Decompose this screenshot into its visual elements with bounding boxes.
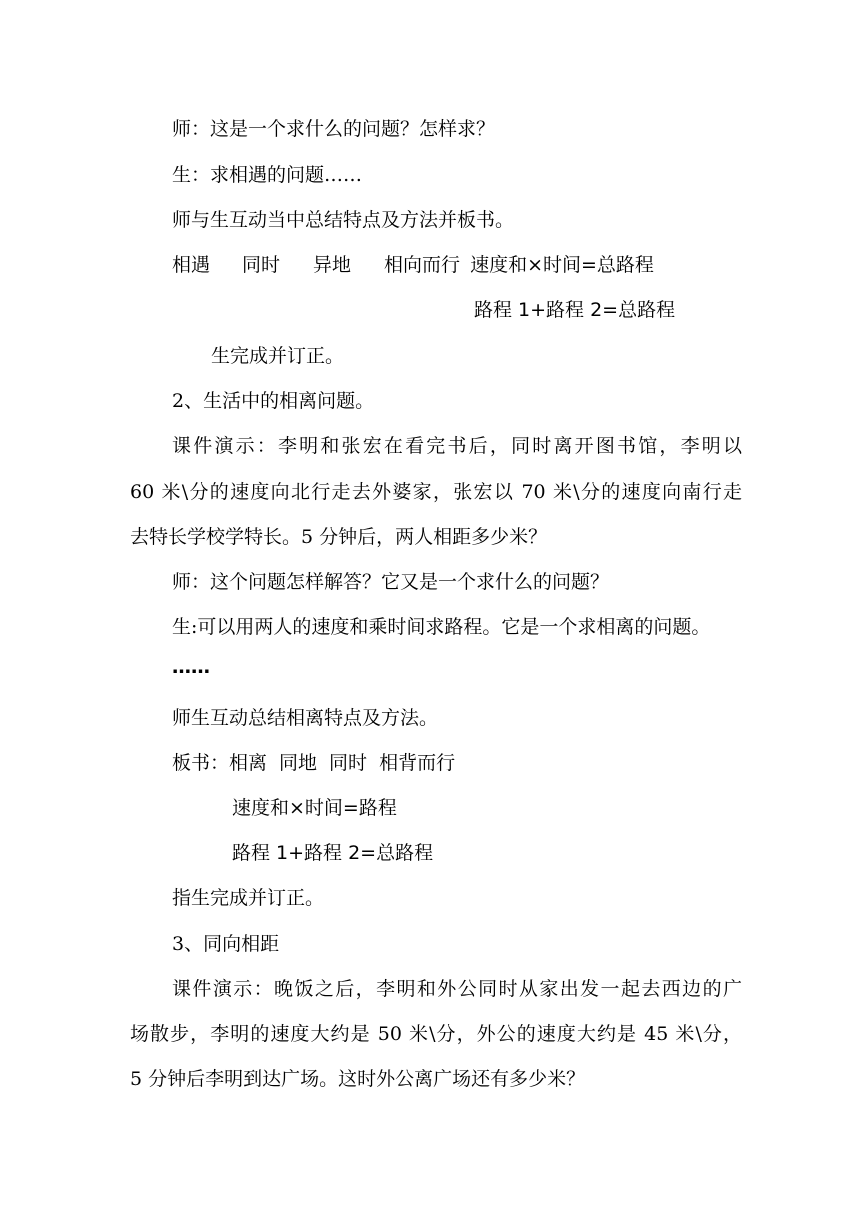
student-answer-2: 生:可以用两人的速度和乘时间求路程。它是一个求相离的问题。 <box>172 616 711 638</box>
board-formula-2: 路程 1+路程 2=总路程 <box>232 842 434 864</box>
term-same-place: 同地 <box>279 752 318 774</box>
formula-distance-sum: 路程 1+路程 2=总路程 <box>474 299 676 321</box>
ellipsis-line: …… <box>172 656 210 678</box>
para3-line-1: 课件演示：晚饭之后，李明和外公同时从家出发一起去西边的广 <box>172 978 742 1000</box>
complete-correct-line: 生完成并订正。 <box>211 345 345 367</box>
para3-line-2: 场散步，李明的速度大约是 50 米\分，外公的速度大约是 45 米\分， <box>130 1023 742 1045</box>
teacher-question-2: 师：这个问题怎样解答？它又是一个求什么的问题？ <box>172 571 610 593</box>
student-answer-line: 生：求相遇的问题…… <box>172 164 363 186</box>
para2-line-1: 课件演示：李明和张宏在看完书后，同时离开图书馆，李明以 <box>172 435 742 457</box>
formula-row <box>172 253 654 277</box>
term-separate: 相离 <box>229 752 268 774</box>
term-same-time: 同时 <box>242 254 281 276</box>
formula-speed-time: 速度和×时间=总路程 <box>470 254 654 276</box>
section3-title: 3、同向相距 <box>172 933 280 955</box>
board-terms-row <box>172 751 455 775</box>
para3-line-3: 5 分钟后李明到达广场。这时外公离广场还有多少米？ <box>130 1068 586 1090</box>
teacher-question-line: 师：这是一个求什么的问题？怎样求？ <box>172 118 496 140</box>
term-back-to-back: 相背而行 <box>379 752 456 774</box>
term-opposite-direction: 相向而行 <box>384 254 461 276</box>
complete-correct-line-2: 指生完成并订正。 <box>172 887 325 909</box>
section2-title: 2、生活中的相离问题。 <box>172 390 375 412</box>
para2-line-3: 去特长学校学特长。5 分钟后，两人相距多少米？ <box>130 526 548 548</box>
term-meet: 相遇 <box>172 254 211 276</box>
para2-line-2: 60 米\分的速度向北行走去外婆家，张宏以 70 米\分的速度向南行走 <box>130 481 742 503</box>
board-formula-1: 速度和×时间=路程 <box>232 797 397 819</box>
summary-2-line: 师生互动总结相离特点及方法。 <box>172 707 439 729</box>
summary-line: 师与生互动当中总结特点及方法并板书。 <box>172 209 515 231</box>
term-different-place: 异地 <box>313 254 352 276</box>
board-label: 板书： <box>172 752 230 774</box>
term-same-time-2: 同时 <box>329 752 368 774</box>
